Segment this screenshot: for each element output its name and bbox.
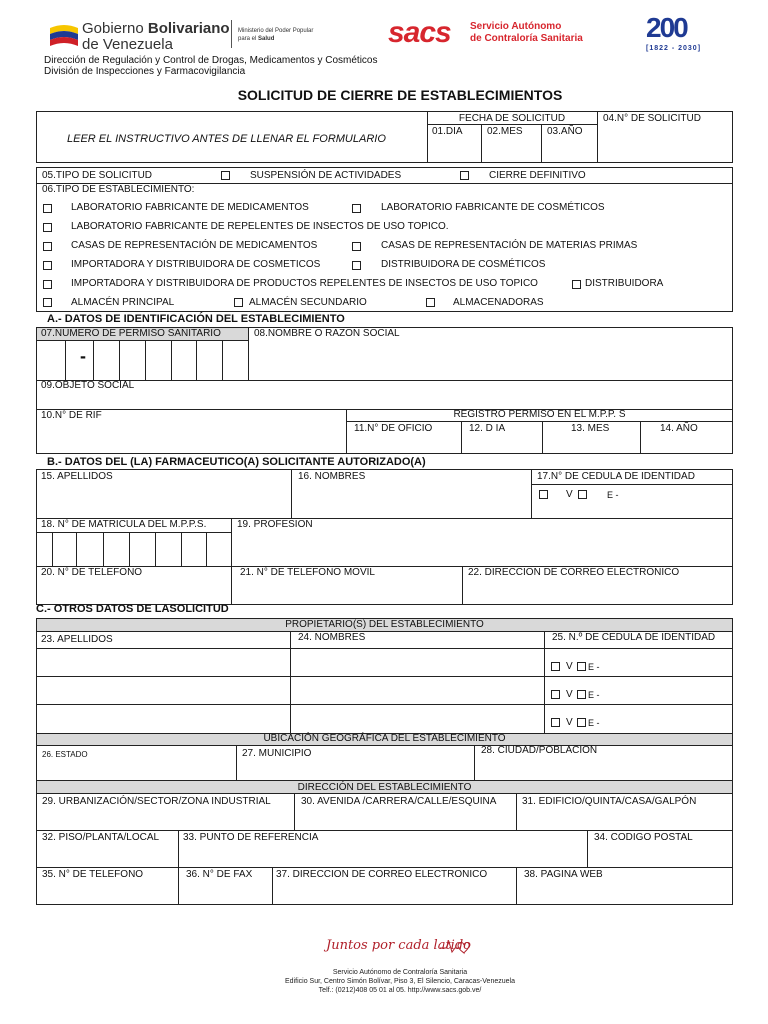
- direction-line2: División de Inspecciones y Farmacovigilancia: [44, 66, 246, 77]
- ministry-line2: para el: [238, 36, 257, 42]
- distribuidora-checkbox[interactable]: [572, 280, 581, 289]
- avenida-label: 30. AVENIDA /CARRERA/CALLE/ESQUINA: [301, 796, 497, 807]
- reg-ano-label: 14. AÑO: [660, 423, 698, 434]
- owner3-nombres-input[interactable]: [291, 705, 543, 732]
- owner3-v-checkbox[interactable]: [551, 718, 560, 727]
- alm-principal-label: ALMACÉN PRINCIPAL: [71, 297, 175, 308]
- dia-input[interactable]: [428, 138, 480, 162]
- nombre-razon-input[interactable]: [249, 341, 732, 379]
- estado-label: 26. ESTADO: [42, 750, 88, 759]
- imp-cos-checkbox[interactable]: [43, 261, 52, 270]
- correo-37-input[interactable]: [273, 882, 515, 904]
- form-title: SOLICITUD DE CIERRE DE ESTABLECIMIENTOS: [237, 87, 563, 103]
- piso-input[interactable]: [37, 845, 177, 866]
- casas-mat-checkbox[interactable]: [352, 242, 361, 251]
- oficio-label: 11.N° DE OFICIO: [354, 423, 433, 434]
- tipo-establecimiento-label: 06.TIPO DE ESTABLECIMIENTO:: [42, 184, 195, 195]
- sacs-name-line2: de Contraloría Sanitaria: [470, 33, 583, 44]
- owner1-nombres-input[interactable]: [291, 649, 543, 675]
- cedula-17-label: 17.N° DE CEDULA DE IDENTIDAD: [537, 471, 695, 482]
- profesion-input[interactable]: [232, 532, 732, 565]
- nro-solicitud-input[interactable]: [598, 126, 732, 162]
- venezuela-flag-icon: [48, 20, 80, 52]
- sacs-wordmark: sacs: [388, 16, 451, 49]
- casas-med-label: CASAS DE REPRESENTACIÓN DE MEDICAMENTOS: [71, 240, 318, 251]
- postal-input[interactable]: [588, 845, 732, 866]
- nro-solicitud-label: 04.N° DE SOLICITUD: [603, 113, 701, 124]
- government-logo: [48, 18, 238, 54]
- nombres-16-input[interactable]: [292, 484, 530, 517]
- almacenadoras-label: ALMACENADORAS: [453, 297, 544, 308]
- lab-rep-checkbox[interactable]: [43, 223, 52, 232]
- web-input[interactable]: [517, 882, 732, 904]
- municipio-label: 27. MUNICIPIO: [242, 748, 312, 759]
- telefono-20-label: 20. N° DE TELEFONO: [41, 567, 143, 578]
- correo-22-input[interactable]: [463, 580, 732, 604]
- tipo-solicitud-label: 05.TIPO DE SOLICITUD: [42, 170, 153, 181]
- dist-cos-label: DISTRIBUIDORA DE COSMÉTICOS: [381, 259, 546, 270]
- suspension-label: SUSPENSIÓN DE ACTIVIDADES: [250, 170, 402, 181]
- apellidos-15-input[interactable]: [37, 484, 290, 517]
- footer-line3: Telf.: (0212)408 05 01 al 05. http://www.sacs.gob.ve/: [318, 987, 482, 994]
- sacs-name-line1: Servicio Autónomo: [470, 21, 562, 32]
- objeto-social-label: 09.OBJETO SOCIAL: [41, 380, 135, 391]
- alm-secundario-checkbox[interactable]: [234, 298, 243, 307]
- almacenadoras-checkbox[interactable]: [426, 298, 435, 307]
- cedula-17-v-label: V: [566, 489, 573, 500]
- fax-input[interactable]: [179, 882, 271, 904]
- ano-input[interactable]: [542, 138, 596, 162]
- fecha-solicitud-label: FECHA DE SOLICITUD: [458, 113, 566, 124]
- nombres-16-label: 16. NOMBRES: [298, 471, 366, 482]
- casas-med-checkbox[interactable]: [43, 242, 52, 251]
- postal-label: 34. CODIGO POSTAL: [594, 832, 693, 843]
- registro-permiso-label: REGISTRO PERMISO EN EL M.P.P. S: [453, 409, 626, 420]
- permiso-label: 07.NUMERO DE PERMISO SANITARIO: [41, 328, 221, 339]
- section-c-title: C.- OTROS DATOS DE LASOLICITUD: [36, 603, 229, 615]
- lab-cos-checkbox[interactable]: [352, 204, 361, 213]
- rif-label: 10.N° DE RIF: [41, 410, 102, 421]
- alm-secundario-label: ALMACÉN SECUNDARIO: [249, 297, 367, 308]
- anniversary-number: 200: [646, 12, 687, 43]
- matricula-input[interactable]: [37, 533, 230, 565]
- lab-med-label: LABORATORIO FABRICANTE DE MEDICAMENTOS: [71, 202, 309, 213]
- footer-line1: Servicio Autónomo de Contraloría Sanitaria: [332, 969, 468, 976]
- lab-cos-label: LABORATORIO FABRICANTE DE COSMÉTICOS: [381, 202, 605, 213]
- owner2-nombres-input[interactable]: [291, 677, 543, 703]
- dia-label: 01.DIA: [432, 126, 463, 137]
- owner3-v-label: V: [566, 717, 573, 728]
- ano-label: 03.AÑO: [547, 126, 583, 137]
- gov-line2: de Venezuela: [82, 36, 173, 53]
- nombre-razon-label: 08.NOMBRE O RAZON SOCIAL: [254, 328, 400, 339]
- gov-line1: Gobierno: [82, 20, 144, 37]
- mes-label: 02.MES: [487, 126, 523, 137]
- owner2-e-label: E -: [588, 690, 600, 700]
- ministry-line1: Ministerio del Poder Popular: [238, 28, 314, 34]
- suspension-checkbox[interactable]: [221, 171, 230, 180]
- urbanizacion-input[interactable]: [37, 809, 293, 829]
- estado-input[interactable]: [37, 760, 235, 779]
- gov-line1-bold: Bolivariano: [147, 20, 230, 37]
- movil-21-label: 21. N° DE TELEFONO MOVIL: [240, 567, 375, 578]
- owner1-e-checkbox[interactable]: [577, 662, 586, 671]
- rif-input[interactable]: [37, 423, 345, 453]
- section-a-title: A.- DATOS DE IDENTIFICACIÓN DEL ESTABLECIMIENTO: [47, 313, 345, 325]
- owner3-e-label: E -: [588, 718, 600, 728]
- correo-37-label: 37. DIRECCION DE CORREO ELECTRONICO: [276, 869, 488, 880]
- anniversary-logo: [644, 12, 720, 56]
- cedula-17-e-checkbox[interactable]: [578, 490, 587, 499]
- owner3-apellidos-input[interactable]: [37, 705, 289, 732]
- avenida-input[interactable]: [295, 809, 515, 829]
- footer-signature: Juntos por cada latido: [326, 938, 471, 953]
- sacs-logo: [388, 16, 451, 50]
- distribuidora-label: DISTRIBUIDORA: [585, 278, 664, 289]
- apellidos-15-label: 15. APELLIDOS: [41, 471, 113, 482]
- section-b-title: B.- DATOS DEL (LA) FARMACEUTICO(A) SOLICITANTE AUTORIZADO(A): [47, 456, 426, 468]
- matricula-label: 18. N° DE MATRICULA DEL M.P.P.S.: [41, 519, 207, 530]
- owner2-v-checkbox[interactable]: [551, 690, 560, 699]
- lab-med-checkbox[interactable]: [43, 204, 52, 213]
- footer-line2: Edificio Sur, Centro Simón Bolívar, Piso 3, El Silencio, Caracas-Venezuela: [285, 978, 515, 985]
- owner1-v-checkbox[interactable]: [551, 662, 560, 671]
- propietarios-label: PROPIETARIO(S) DEL ESTABLECIMIENTO: [285, 619, 484, 630]
- permiso-dash: -: [80, 346, 86, 366]
- telefono-35-label: 35. N° DE TELEFONO: [42, 869, 144, 880]
- cedula-17-v-checkbox[interactable]: [539, 490, 548, 499]
- imp-rep-label: IMPORTADORA Y DISTRIBUIDORA DE PRODUCTOS REPELENTES DE INSECTOS DE USO TOPICO: [71, 278, 538, 289]
- direccion-label: DIRECCIÓN DEL ESTABLECIMIENTO: [297, 782, 472, 793]
- cedula-17-e-label: E -: [607, 490, 619, 500]
- owner3-e-checkbox[interactable]: [577, 718, 586, 727]
- casas-mat-label: CASAS DE REPRESENTACIÓN DE MATERIAS PRIMAS: [381, 240, 638, 251]
- heartbeat-icon: [440, 936, 470, 956]
- referencia-label: 33. PUNTO DE REFERENCIA: [183, 832, 319, 843]
- lab-rep-label: LABORATORIO FABRICANTE DE REPELENTES DE INSECTOS DE USO TOPICO.: [71, 221, 449, 232]
- owner1-v-label: V: [566, 661, 573, 672]
- edificio-input[interactable]: [517, 809, 732, 829]
- alm-principal-checkbox[interactable]: [43, 298, 52, 307]
- mes-input[interactable]: [482, 138, 540, 162]
- imp-cos-label: IMPORTADORA Y DISTRIBUIDORA DE COSMETICOS: [71, 259, 321, 270]
- telefono-20-input[interactable]: [37, 580, 230, 604]
- fax-label: 36. N° DE FAX: [186, 869, 253, 880]
- imp-rep-checkbox[interactable]: [43, 280, 52, 289]
- apellidos-23-label: 23. APELLIDOS: [41, 634, 113, 645]
- owner1-apellidos-input[interactable]: [37, 649, 289, 675]
- telefono-35-input[interactable]: [37, 882, 177, 904]
- instruction-text: LEER EL INSTRUCTIVO ANTES DE LLENAR EL FORMULARIO: [67, 133, 386, 145]
- direction-line1: Dirección de Regulación y Control de Drogas, Medicamentos y Cosméticos: [44, 55, 378, 66]
- profesion-label: 19. PROFESION: [237, 519, 313, 530]
- objeto-social-input[interactable]: [37, 393, 732, 408]
- header-divider: [231, 20, 232, 48]
- cierre-label: CIERRE DEFINITIVO: [489, 170, 586, 181]
- cedula-25-label: 25. N.º DE CEDULA DE IDENTIDAD: [552, 632, 716, 643]
- urbanizacion-label: 29. URBANIZACIÓN/SECTOR/ZONA INDUSTRIAL: [42, 796, 271, 807]
- edificio-label: 31. EDIFICIO/QUINTA/CASA/GALPÓN: [522, 796, 697, 807]
- anniversary-years: [1822 - 2030]: [646, 45, 702, 52]
- owner2-v-label: V: [566, 689, 573, 700]
- permiso-input[interactable]: [37, 341, 247, 379]
- owner1-e-label: E -: [588, 662, 600, 672]
- ministry-line2-bold: Salud: [258, 36, 275, 42]
- reg-dia-label: 12. D IA: [469, 423, 506, 434]
- nombres-24-label: 24. NOMBRES: [298, 632, 366, 643]
- web-label: 38. PAGINA WEB: [524, 869, 603, 880]
- owner2-apellidos-input[interactable]: [37, 677, 289, 703]
- piso-label: 32. PISO/PLANTA/LOCAL: [42, 832, 160, 843]
- correo-22-label: 22. DIRECCION DE CORREO ELECTRONICO: [468, 567, 680, 578]
- ciudad-input[interactable]: [475, 760, 732, 779]
- referencia-input[interactable]: [179, 845, 586, 866]
- reg-mes-label: 13. MES: [571, 423, 610, 434]
- movil-21-input[interactable]: [232, 580, 461, 604]
- cierre-checkbox[interactable]: [460, 171, 469, 180]
- ubicacion-label: UBICACIÓN GEOGRÁFICA DEL ESTABLECIMIENTO: [263, 733, 506, 744]
- dist-cos-checkbox[interactable]: [352, 261, 361, 270]
- municipio-input[interactable]: [237, 760, 473, 779]
- owner2-e-checkbox[interactable]: [577, 690, 586, 699]
- ciudad-label: 28. CIUDAD/POBLACION: [481, 745, 598, 756]
